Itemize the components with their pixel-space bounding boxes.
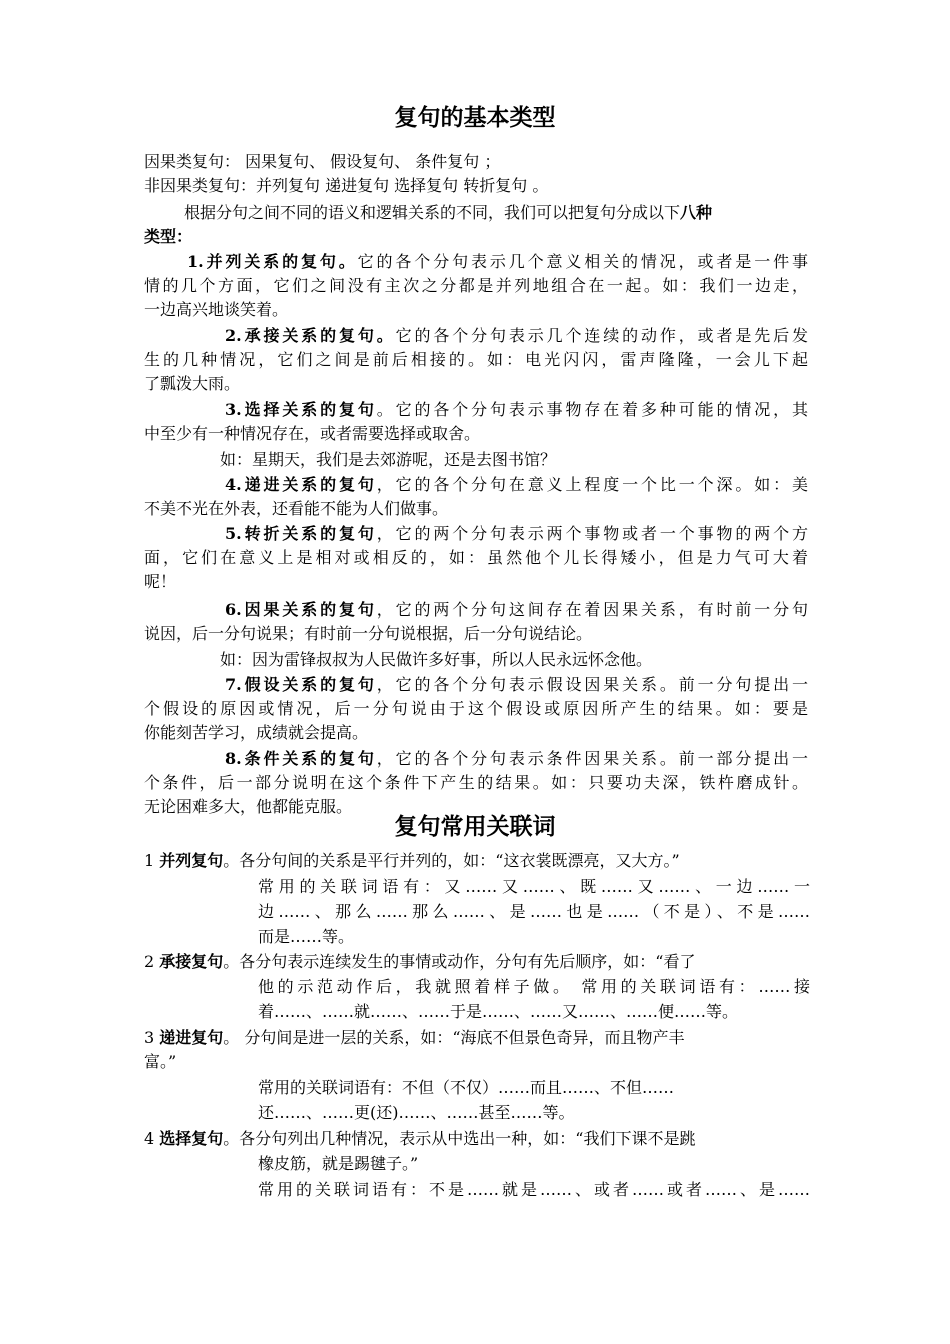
type8-text: ，它的各个分句表示条件因果关系。前一部分提出一 (376, 749, 808, 768)
connective3-number: 3 (144, 1028, 160, 1047)
connective3-line1 (144, 1026, 685, 1050)
type7-line2: 个假设的原因或情况，后一分句说由于这个假设或原因所产生的结果。如：要是 (144, 699, 808, 718)
intro-lead-bold: 八种 (680, 203, 713, 222)
type2-line3: 了瓢泼大雨。 (144, 374, 241, 393)
connective3-text: 。 分句间是进一层的关系，如：“海底不但景色奇异，而且物产丰 (223, 1028, 685, 1047)
type1-line1 (187, 250, 808, 274)
intro-line-causal: 因果类复句： 因果复句、 假设复句、 条件复句 ； (144, 152, 501, 171)
type6-text: ，它的两个分句这间存在着因果关系，有时前一分句 (376, 600, 808, 619)
type6-example: 如：因为雷锋叔叔为人民做许多好事，所以人民永远怀念他。 (220, 650, 653, 669)
connective4-number: 4 (144, 1129, 160, 1148)
type5-line1 (225, 522, 808, 546)
type4-line1 (225, 473, 808, 497)
type3-line2: 中至少有一种情况存在，或者需要选择或取舍。 (144, 424, 481, 443)
connective1-line2: 常用的关联词语有：又……又……、既……又……、一边……一 (258, 877, 810, 896)
connective2-number: 2 (144, 952, 160, 971)
connective3-line2: 富。” (144, 1052, 177, 1071)
connective2-text: 。各分句表示连续发生的事情或动作，分句有先后顺序，如：“看了 (223, 952, 696, 971)
type7-heading: 7.假设关系的复句 (225, 675, 377, 694)
type5-text: ，它的两个分句表示两个事物或者一个事物的两个方 (376, 524, 808, 543)
type2-text: 它的各个分句表示几个连续的动作，或者是先后发 (395, 326, 808, 345)
type6-heading: 6.因果关系的复句 (225, 600, 377, 619)
connective2-line3: 着……、……就……、……于是……、……又……、……便……等。 (258, 1002, 739, 1021)
type3-example: 如：星期天，我们是去郊游呢，还是去图书馆？ (220, 450, 557, 469)
type4-heading: 4.递进关系的复句 (225, 475, 377, 494)
type8-line1 (225, 747, 808, 771)
type6-line2: 说因，后一分句说果；有时前一分句说根据，后一分句说结论。 (144, 624, 593, 643)
type1-heading: 1.并列关系的复句。 (187, 252, 358, 271)
intro-lead-bold-cont: 类型： (144, 227, 193, 246)
connective4-heading: 选择复句 (159, 1129, 224, 1148)
connective1-line4: 而是……等。 (258, 927, 355, 946)
connective3-heading: 递进复句 (159, 1028, 224, 1047)
connective4-line1 (144, 1127, 695, 1151)
type7-line1 (225, 673, 808, 697)
type7-text: ，它的各个分句表示假设因果关系。前一分句提出一 (376, 675, 808, 694)
intro-lead (184, 201, 712, 225)
type4-line2: 不美不光在外表，还看能不能为人们做事。 (144, 499, 449, 518)
type1-line3: 一边高兴地谈笑着。 (144, 300, 289, 319)
type7-line3: 你能刻苦学习，成绩就会提高。 (144, 723, 369, 742)
connective3-line4: 还……、……更(还)……、……甚至……等。 (258, 1103, 575, 1122)
type3-line1 (225, 398, 808, 422)
connective1-heading: 并列复句 (159, 851, 224, 870)
type8-line2: 个条件，后一部分说明在这个条件下产生的结果。如：只要功夫深，铁杵磨成针。 (144, 773, 808, 792)
connective1-line1 (144, 849, 680, 873)
intro-lead-cont (144, 225, 192, 249)
type6-line1 (225, 598, 808, 622)
connective2-heading: 承接复句 (159, 952, 224, 971)
connective1-line3: 边……、那么……那么……、是……也是……（不是）、不是…… (258, 902, 810, 921)
connective4-text: 。各分句列出几种情况，表示从中选出一种，如：“我们下课不是跳 (223, 1129, 696, 1148)
type5-heading: 5.转折关系的复句 (225, 524, 377, 543)
connective2-line2: 他的示范动作后，我就照着样子做。 常用的关联词语有：……接 (258, 977, 810, 996)
page-title: 复句的基本类型 (394, 104, 556, 131)
type3-heading: 3.选择关系的复句 (225, 400, 377, 419)
type8-line3: 无论困难多大，他都能克服。 (144, 797, 353, 816)
type4-text: ，它的各个分句在意义上程度一个比一个深。如：美 (376, 475, 808, 494)
type2-heading: 2.承接关系的复句。 (225, 326, 396, 345)
connective3-line3: 常用的关联词语有：不但（不仅）……而且……、不但…… (258, 1078, 675, 1097)
connective1-text: 。各分句间的关系是平行并列的，如：“这衣裳既漂亮，又大方。” (223, 851, 680, 870)
type1-text: 它的各个分句表示几个意义相关的情况，或者是一件事 (357, 252, 808, 271)
type2-line2: 生的几种情况，它们之间是前后相接的。如：电光闪闪，雷声隆隆，一会儿下起 (144, 350, 808, 369)
type3-text: 。它的各个分句表示事物存在着多种可能的情况，其 (376, 400, 808, 419)
connective4-line2: 橡皮筋，就是踢毽子。” (258, 1154, 419, 1173)
connective2-line1 (144, 950, 695, 974)
connective4-line3: 常用的关联词语有：不是……就是……、或者……或者……、是…… (258, 1180, 810, 1199)
connective1-number: 1 (144, 851, 160, 870)
type2-line1 (225, 324, 808, 348)
type5-line2: 面，它们在意义上是相对或相反的，如：虽然他个儿长得矮小，但是力气可大着 (144, 548, 808, 567)
type1-line2: 情的几个方面，它们之间没有主次之分都是并列地组合在一起。如：我们一边走， (144, 276, 808, 295)
section-title-connectives: 复句常用关联词 (394, 813, 556, 840)
type8-heading: 8.条件关系的复句 (225, 749, 377, 768)
intro-lead-text: 根据分句之间不同的语义和逻辑关系的不同，我们可以把复句分成以下 (184, 203, 681, 222)
type5-line3: 呢！ (144, 572, 177, 591)
intro-line-noncausal: 非因果类复句：并列复句 递进复句 选择复句 转折复句 。 (144, 176, 549, 195)
